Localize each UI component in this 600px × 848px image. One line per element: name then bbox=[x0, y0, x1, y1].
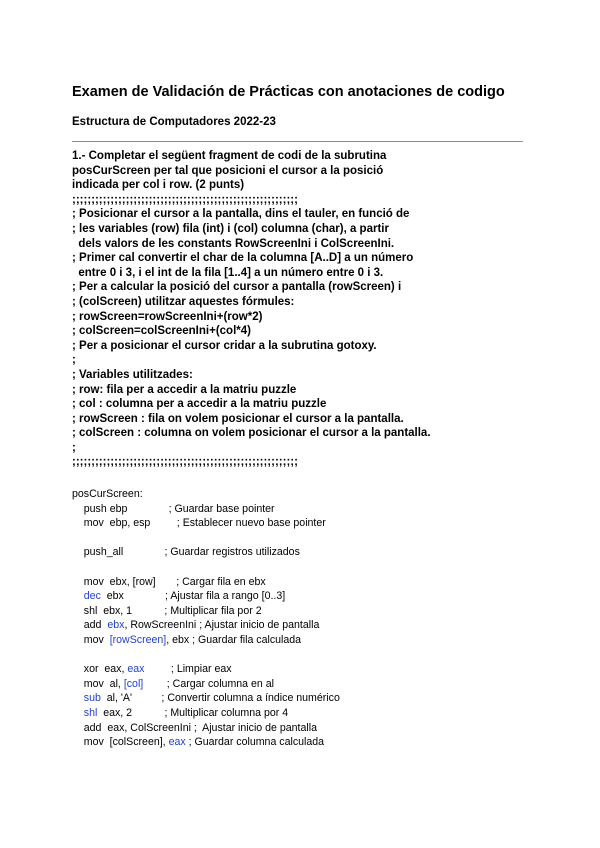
code-segment bbox=[72, 590, 84, 602]
exercise-line: ; rowScreen : fila on volem posicionar el cursor a la pantalla. bbox=[72, 412, 404, 425]
code-segment: mov ebx, [row] ; Cargar fila en ebx bbox=[72, 575, 266, 588]
code-segment: ebx ; Ajustar fila a rango [0..3] bbox=[100, 590, 286, 603]
assembly-code-listing bbox=[72, 487, 542, 750]
exercise-line: ;;;;;;;;;;;;;;;;;;;;;;;;;;;;;;;;;;;;;;;;;;;;;;;;;;;;;;;;;;; bbox=[72, 193, 298, 206]
exercise-line: ; colScreen=colScreenIni+(col*4) bbox=[72, 325, 251, 338]
exercise-line: dels valors de les constants RowScreenIni i ColScreenIni. bbox=[72, 237, 395, 250]
course-subtitle: Estructura de Computadores 2022-23 bbox=[72, 116, 276, 128]
exercise-line: ; Posicionar el cursor a la pantalla, dins el tauler, en funció de bbox=[72, 208, 410, 221]
exercise-line: ; rowScreen=rowScreenIni+(row*2) bbox=[72, 310, 263, 323]
code-segment: , ebx ; Guardar fila calculada bbox=[166, 633, 302, 646]
code-segment: posCurScreen: bbox=[72, 488, 143, 500]
exercise-line: ; row: fila per a accedir a la matriu puzzle bbox=[72, 383, 297, 396]
code-highlight-segment: [rowScreen] bbox=[109, 633, 167, 646]
code-line bbox=[72, 633, 542, 648]
code-segment: ; Cargar columna en al bbox=[143, 677, 274, 690]
exercise-line: ;;;;;;;;;;;;;;;;;;;;;;;;;;;;;;;;;;;;;;;;;;;;;;;;;;;;;;;;;;; bbox=[72, 456, 298, 469]
code-segment: push_all ; Guardar registros utilizados bbox=[72, 546, 300, 559]
exercise-line: ; Primer cal convertir el char de la columna [A..D] a un número bbox=[72, 252, 414, 265]
code-line bbox=[72, 560, 542, 575]
code-segment: push ebp ; Guardar base pointer bbox=[72, 502, 275, 515]
code-highlight-segment: eax bbox=[168, 736, 186, 749]
exercise-line: ; bbox=[72, 354, 76, 367]
exercise-line: 1.- Completar el següent fragment de codi de la subrutina bbox=[72, 150, 387, 162]
code-segment bbox=[72, 707, 84, 719]
code-line bbox=[72, 618, 542, 633]
code-segment: al, 'A' ; Convertir columna a índice numérico bbox=[100, 692, 340, 705]
exercise-line: ; Variables utilitzades: bbox=[72, 368, 193, 381]
code-highlight-segment: [col] bbox=[123, 677, 144, 690]
code-segment: add bbox=[72, 619, 108, 632]
exercise-line: posCurScreen per tal que posicioni el cursor a la posició bbox=[72, 164, 384, 177]
code-line bbox=[72, 545, 542, 560]
horizontal-rule bbox=[72, 141, 523, 142]
code-line bbox=[72, 721, 542, 736]
code-segment: mov [colScreen], bbox=[72, 736, 169, 749]
code-highlight-segment: shl bbox=[83, 706, 98, 719]
code-segment: add eax, ColScreenIni ; Ajustar inicio de pantalla bbox=[72, 721, 317, 734]
code-segment: ; Limpiar eax bbox=[144, 663, 232, 676]
code-line bbox=[72, 662, 542, 677]
code-highlight-segment: ebx bbox=[107, 619, 125, 632]
exercise-line: entre 0 i 3, i el int de la fila [1..4] a un número entre 0 i 3. bbox=[72, 266, 384, 279]
exercise-line: ; Per a posicionar el cursor cridar a la subrutina gotoxy. bbox=[72, 339, 377, 352]
code-line bbox=[72, 648, 542, 663]
code-segment: mov al, bbox=[72, 677, 124, 690]
code-line bbox=[72, 735, 542, 750]
code-segment: , RowScreenIni ; Ajustar inicio de pantalla bbox=[124, 619, 320, 632]
document-title: Examen de Validación de Prácticas con anotaciones de codigo bbox=[72, 84, 505, 100]
code-segment: eax, 2 ; Multiplicar columna por 4 bbox=[97, 706, 289, 719]
code-highlight-segment: sub bbox=[83, 692, 101, 705]
code-line bbox=[72, 531, 542, 546]
code-segment: ; Guardar columna calculada bbox=[185, 736, 325, 749]
code-line bbox=[72, 706, 542, 721]
code-segment: shl ebx, 1 ; Multiplicar fila por 2 bbox=[72, 604, 262, 617]
code-highlight-segment: eax bbox=[127, 663, 145, 676]
code-segment: mov ebp, esp ; Establecer nuevo base pointer bbox=[72, 517, 326, 530]
code-line bbox=[72, 575, 542, 590]
exercise-line: ; (colScreen) utilitzar aquestes fórmules: bbox=[72, 295, 295, 308]
code-line bbox=[72, 677, 542, 692]
code-segment: mov bbox=[72, 633, 110, 646]
code-segment: xor eax, bbox=[72, 663, 128, 676]
code-line bbox=[72, 604, 542, 619]
code-line bbox=[72, 516, 542, 531]
exercise-line: indicada per col i row. (2 punts) bbox=[72, 179, 245, 192]
code-line bbox=[72, 502, 542, 517]
exercise-line: ; bbox=[72, 441, 76, 454]
exercise-line: ; colScreen : columna on volem posicionar el cursor a la pantalla. bbox=[72, 427, 431, 440]
exercise-line: ; Per a calcular la posició del cursor a pantalla (rowScreen) i bbox=[72, 281, 402, 294]
code-highlight-segment: dec bbox=[83, 590, 101, 603]
exercise-line: ; col : columna per a accedir a la matriu puzzle bbox=[72, 398, 327, 411]
exercise-statement bbox=[72, 149, 542, 470]
code-segment bbox=[72, 692, 84, 704]
exercise-line: ; les variables (row) fila (int) i (col) columna (char), a partir bbox=[72, 222, 389, 235]
code-line bbox=[72, 589, 542, 604]
code-line bbox=[72, 691, 542, 706]
code-line bbox=[72, 487, 542, 502]
